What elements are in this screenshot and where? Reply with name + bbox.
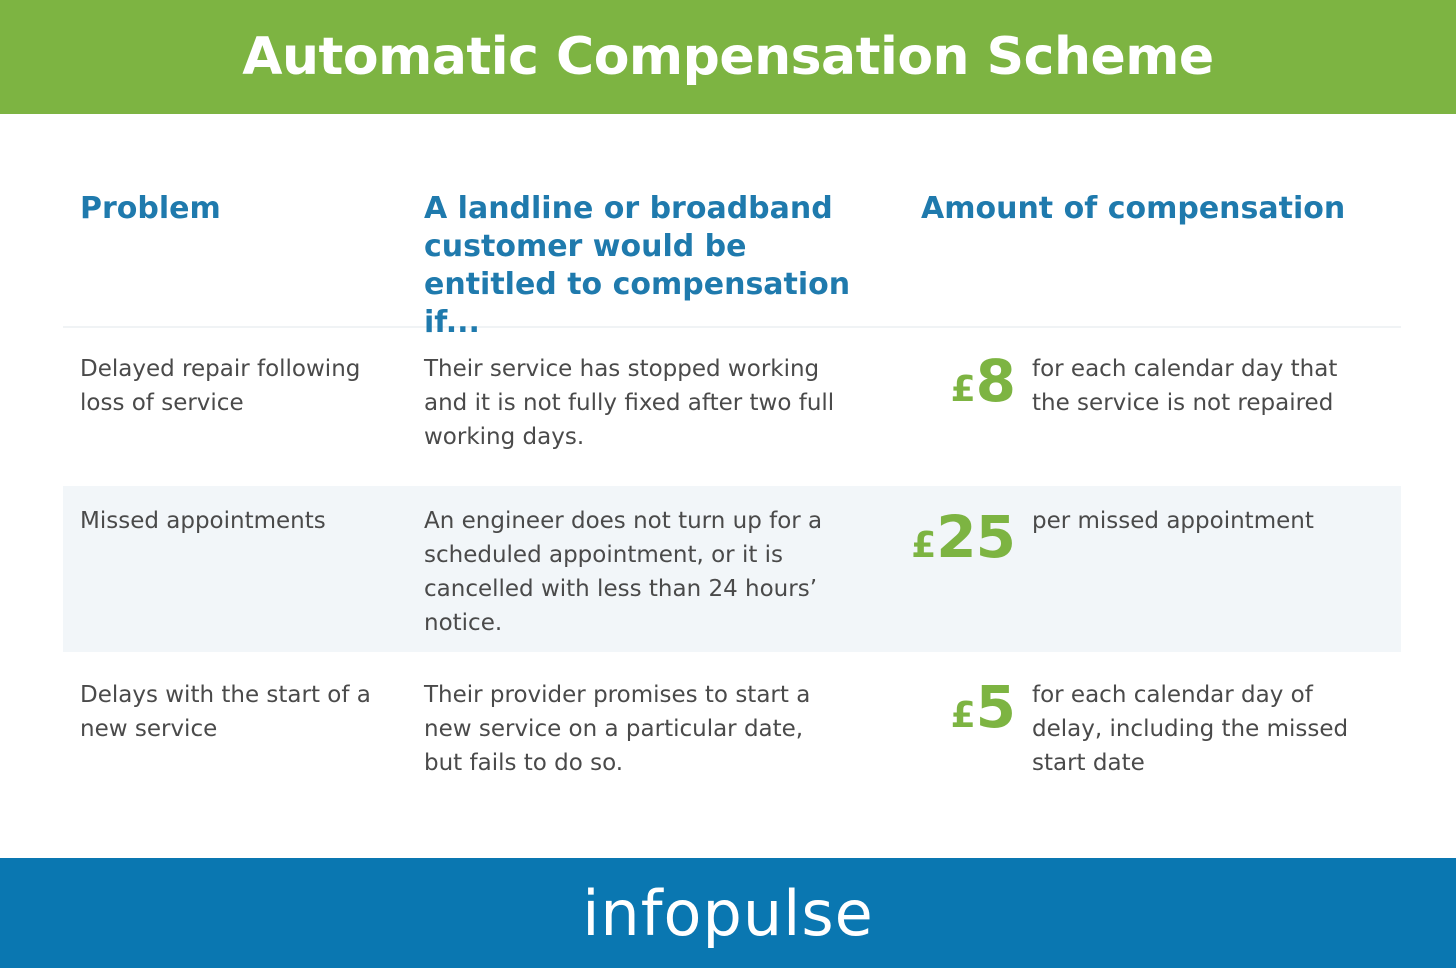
table-row bbox=[63, 486, 1401, 652]
amount-value bbox=[950, 673, 1015, 741]
compensation-table bbox=[63, 180, 1401, 812]
condition-cell: An engineer does not turn up for a scheduled appointment, or it is cancelled with less than 24 hours’ notice. bbox=[424, 508, 823, 636]
amount-number: 25 bbox=[936, 503, 1015, 571]
amount-description: per missed appointment bbox=[1032, 508, 1314, 534]
amount-number: 8 bbox=[975, 347, 1015, 415]
table-row bbox=[63, 652, 1401, 812]
currency-symbol: £ bbox=[950, 695, 976, 736]
amount-number: 5 bbox=[975, 673, 1015, 741]
infopulse-logo: infopulse bbox=[582, 876, 874, 950]
table-row bbox=[63, 328, 1401, 486]
problem-cell: Missed appointments bbox=[80, 508, 326, 534]
problem-cell: Delays with the start of a new service bbox=[80, 682, 371, 742]
footer-banner bbox=[0, 858, 1456, 968]
title-banner bbox=[0, 0, 1456, 114]
table-header-row bbox=[63, 180, 1401, 340]
header-condition: A landline or broadband customer would be entitled to compensation if... bbox=[424, 191, 851, 340]
amount-value bbox=[950, 347, 1015, 415]
problem-cell: Delayed repair following loss of service bbox=[80, 356, 361, 416]
condition-cell: Their provider promises to start a new service on a particular date, but fails to do so. bbox=[424, 682, 811, 776]
amount-description: for each calendar day of delay, including the missed start date bbox=[1032, 682, 1349, 776]
amount-description: for each calendar day that the service is not repaired bbox=[1032, 356, 1338, 416]
amount-value bbox=[911, 503, 1015, 571]
condition-cell: Their service has stopped working and it is not fully fixed after two full working days. bbox=[424, 356, 835, 450]
page-title: Automatic Compensation Scheme bbox=[242, 27, 1214, 87]
header-problem: Problem bbox=[80, 191, 221, 226]
currency-symbol: £ bbox=[911, 525, 937, 566]
header-amount: Amount of compensation bbox=[921, 191, 1346, 226]
currency-symbol: £ bbox=[950, 369, 976, 410]
